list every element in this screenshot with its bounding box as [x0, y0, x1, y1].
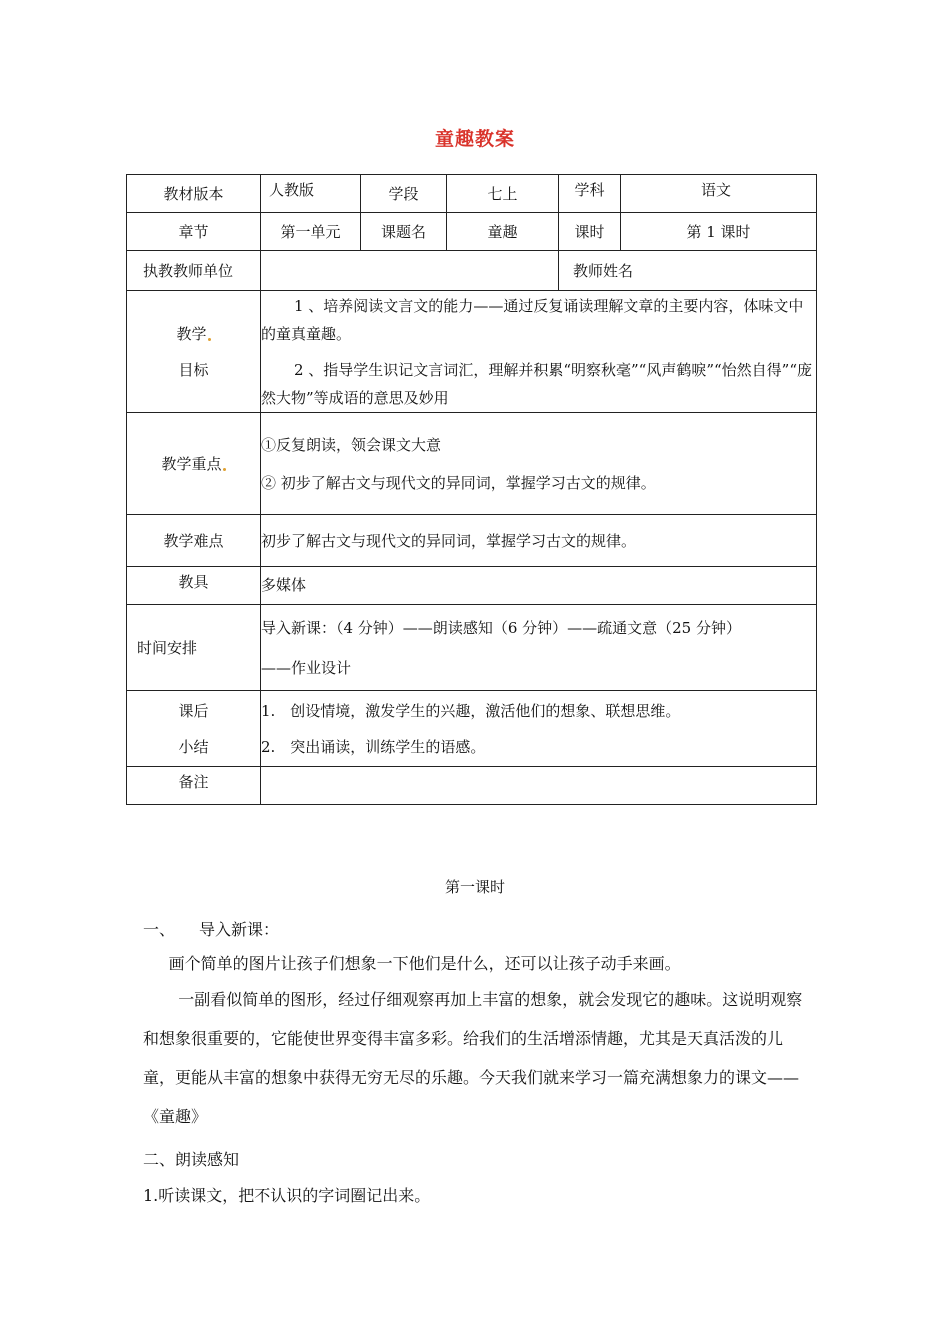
stage-label: 学段	[361, 175, 447, 213]
summary-label-2: 小结	[178, 737, 209, 756]
table-row	[127, 175, 817, 213]
subject-label: 学科	[559, 175, 621, 213]
summary-2: 2. 突出诵读，训练学生的语感。	[261, 737, 486, 756]
notes-label: 备注	[127, 767, 261, 805]
table-row	[127, 213, 817, 251]
table-row	[127, 605, 817, 691]
notes-value	[261, 767, 817, 805]
period-label: 课时	[559, 213, 621, 251]
summary-content	[261, 691, 817, 767]
time-value-1: 导入新课：（4 分钟）——朗读感知（6 分钟）——疏通文意（25 分钟）	[261, 618, 741, 637]
paragraph-2: 一副看似简单的图形，经过仔细观察再加上丰富的想象，就会发现它的趣味。这说明观察和想象很重要的，它能使世界变得丰富多彩。给我们的生活增添情趣，尤其是天真活泼的儿童，更能从丰富的想象中获得无穷无尽的乐趣。今天我们就来学习一篇充满想象力的课文——《童趣》	[143, 990, 803, 1126]
goal-2: 2 、指导学生识记文言词汇，理解并积累“明察秋毫”“风声鹤唳”“怡然自得”“庞然大物”等成语的意思及妙用	[261, 360, 812, 407]
time-value-2: ——作业设计	[261, 658, 352, 677]
table-row	[127, 515, 817, 567]
section-2-heading: 二、朗读感知	[143, 1150, 240, 1169]
paragraph-3: 1.听读课文，把不认识的字词圈记出来。	[143, 1186, 431, 1205]
edition-value: 人教版	[261, 175, 361, 213]
goals-label-2: 目标	[178, 360, 209, 379]
goals-label	[127, 291, 261, 413]
teacher-label: 教师姓名	[573, 262, 634, 280]
lesson-info-table	[126, 174, 817, 805]
goals-content	[261, 291, 817, 413]
tools-value: 多媒体	[261, 567, 817, 605]
tools-label: 教具	[127, 567, 261, 605]
teacher-label-cell	[559, 251, 817, 291]
table-row	[127, 691, 817, 767]
unit-label: 执教教师单位	[127, 251, 261, 291]
table-row	[127, 767, 817, 805]
document-title: 童趣教案	[434, 128, 515, 150]
time-label: 时间安排	[127, 605, 261, 691]
lesson-value: 童趣	[447, 213, 559, 251]
key-label-cell	[127, 413, 261, 515]
difficulty-value: 初步了解古文与现代文的异同词，掌握学习古文的规律。	[261, 515, 817, 567]
time-content	[261, 605, 817, 691]
stage-value: 七上	[447, 175, 559, 213]
key-label: 教学重点	[161, 455, 222, 473]
section-1-heading: 一、 导入新课：	[143, 920, 280, 939]
goals-label-1: 教学	[176, 324, 207, 343]
chapter-value: 第一单元	[261, 213, 361, 251]
table-row	[127, 567, 817, 605]
period-value: 第 1 课时	[621, 213, 817, 251]
summary-label-1: 课后	[178, 701, 209, 720]
difficulty-label: 教学难点	[127, 515, 261, 567]
table-row	[127, 251, 817, 291]
summary-label	[127, 691, 261, 767]
lesson-heading: 第一课时	[444, 878, 505, 896]
goal-1: 1 、培养阅读文言文的能力——通过反复诵读理解文章的主要内容，体味文中的童真童趣。	[261, 296, 804, 343]
lesson-label: 课题名	[361, 213, 447, 251]
key-1: ①反复朗读，领会课文大意	[261, 435, 442, 454]
unit-value	[261, 251, 559, 291]
chapter-label: 章节	[127, 213, 261, 251]
paragraph-1: 画个简单的图片让孩子们想象一下他们是什么，还可以让孩子动手来画。	[168, 954, 681, 973]
table-row	[127, 413, 817, 515]
summary-1: 1. 创设情境，激发学生的兴趣，激活他们的想象、联想思维。	[261, 701, 681, 720]
edition-label: 教材版本	[127, 175, 261, 213]
table-row	[127, 291, 817, 413]
key-2: ② 初步了解古文与现代文的异同词，掌握学习古文的规律。	[261, 473, 656, 492]
key-content	[261, 413, 817, 515]
subject-value: 语文	[621, 175, 817, 213]
